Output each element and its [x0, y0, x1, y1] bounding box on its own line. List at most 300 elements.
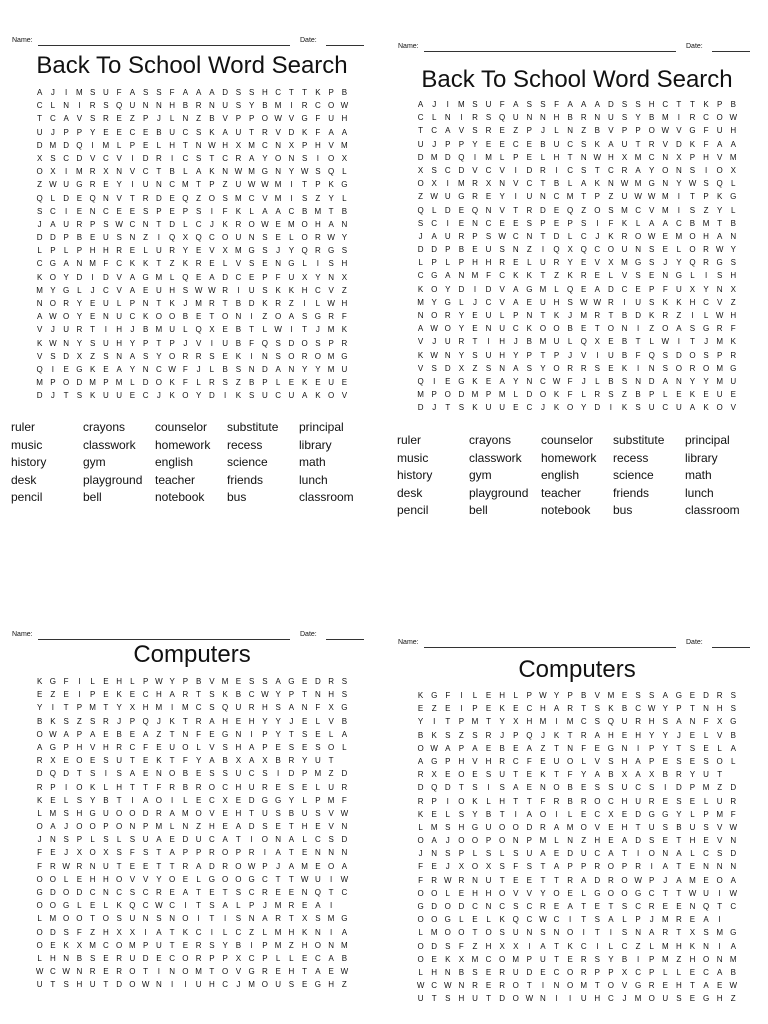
grid-letter: O: [182, 391, 189, 401]
grid-letter: E: [129, 391, 136, 401]
grid-letter: I: [290, 180, 293, 190]
grid-letter: E: [526, 297, 533, 307]
grid-letter: E: [222, 351, 228, 361]
word-list-item: homework: [155, 437, 211, 452]
grid-letter: D: [49, 233, 56, 243]
grid-letter: O: [155, 795, 162, 805]
grid-letter: A: [621, 836, 628, 846]
grid-letter: S: [209, 940, 215, 950]
grid-letter: T: [209, 312, 215, 322]
grid-letter: Z: [169, 259, 175, 269]
grid-letter: H: [314, 219, 321, 229]
grid-letter: L: [37, 914, 42, 924]
grid-letter: E: [129, 246, 136, 256]
grid-letter: I: [528, 941, 531, 951]
grid-letter: I: [636, 849, 640, 859]
grid-letter: L: [342, 742, 347, 752]
grid-letter: O: [567, 756, 574, 766]
grid-row: [414, 151, 740, 164]
grid-letter: Z: [513, 126, 519, 136]
grid-letter: S: [36, 206, 43, 216]
grid-letter: H: [499, 350, 506, 360]
grid-letter: S: [116, 233, 122, 243]
grid-letter: Q: [458, 152, 465, 162]
grid-letter: S: [262, 285, 268, 295]
grid-letter: L: [262, 927, 268, 937]
grid-letter: K: [621, 218, 628, 228]
grid-letter: O: [444, 902, 451, 911]
grid-letter: B: [662, 770, 668, 780]
grid-letter: S: [594, 915, 600, 925]
word-list-item: math: [685, 468, 712, 483]
grid-letter: S: [513, 902, 519, 911]
grid-letter: D: [142, 153, 149, 163]
grid-letter: Y: [182, 246, 189, 256]
grid-letter: K: [417, 284, 424, 294]
grid-letter: P: [635, 126, 641, 136]
grid-letter: E: [458, 888, 465, 898]
grid-letter: R: [248, 848, 255, 858]
grid-letter: W: [647, 704, 656, 714]
grid-letter: R: [155, 888, 162, 897]
grid-letter: F: [315, 114, 321, 124]
grid-letter: U: [553, 756, 560, 766]
grid-letter: T: [328, 756, 334, 766]
grid-row: [33, 833, 351, 846]
grid-row: [414, 702, 740, 715]
grid-letter: P: [431, 390, 437, 400]
grid-letter: X: [301, 272, 308, 282]
grid-letter: N: [142, 364, 149, 374]
grid-letter: U: [261, 808, 268, 818]
date-blank: [326, 639, 364, 640]
grid-letter: X: [621, 152, 628, 162]
grid-letter: O: [182, 953, 189, 963]
grid-letter: Q: [182, 272, 189, 282]
grid-letter: M: [580, 981, 588, 991]
grid-letter: Q: [328, 167, 335, 177]
grid-letter: E: [513, 218, 519, 228]
grid-letter: M: [36, 378, 43, 388]
word-list-item: bus: [227, 490, 247, 505]
grid-row: [33, 218, 351, 231]
grid-letter: J: [445, 862, 450, 872]
grid-letter: S: [262, 233, 268, 243]
grid-letter: N: [142, 219, 149, 229]
grid-letter: E: [689, 915, 696, 925]
grid-letter: S: [301, 312, 308, 322]
grid-letter: O: [182, 742, 189, 752]
grid-letter: S: [662, 363, 668, 373]
grid-letter: O: [431, 915, 438, 925]
grid-letter: N: [512, 836, 519, 846]
grid-letter: M: [341, 140, 348, 150]
word-list-item: bell: [83, 490, 102, 505]
grid-letter: I: [555, 809, 558, 819]
grid-letter: I: [316, 259, 319, 269]
grid-letter: M: [155, 703, 163, 713]
grid-letter: T: [581, 915, 587, 925]
grid-letter: K: [36, 795, 43, 805]
grid-letter: O: [169, 874, 176, 884]
grid-letter: T: [222, 888, 228, 897]
grid-letter: S: [472, 783, 478, 793]
grid-letter: X: [621, 967, 628, 977]
grid-letter: A: [730, 743, 736, 753]
grid-letter: H: [730, 311, 737, 320]
grid-letter: N: [662, 179, 669, 189]
grid-letter: E: [608, 337, 614, 347]
grid-letter: K: [472, 403, 478, 413]
grid-letter: S: [275, 338, 281, 348]
grid-letter: D: [635, 311, 641, 320]
grid-letter: I: [677, 337, 680, 347]
grid-letter: G: [730, 717, 737, 727]
grid-row: [33, 952, 351, 965]
grid-letter: R: [76, 325, 83, 335]
grid-letter: E: [103, 677, 109, 686]
grid-letter: B: [567, 783, 573, 793]
grid-letter: K: [540, 770, 546, 780]
grid-letter: U: [444, 337, 451, 347]
grid-letter: Y: [689, 376, 696, 386]
grid-letter: N: [288, 153, 295, 163]
grid-row: [414, 795, 740, 808]
grid-letter: S: [275, 808, 281, 818]
grid-letter: C: [608, 165, 614, 175]
grid-letter: O: [716, 875, 723, 885]
grid-letter: R: [526, 205, 533, 215]
grid-letter: G: [431, 271, 438, 281]
grid-letter: M: [471, 717, 479, 727]
grid-letter: R: [662, 311, 669, 320]
grid-letter: F: [608, 218, 614, 228]
grid-letter: P: [262, 742, 268, 752]
grid-letter: I: [636, 324, 640, 334]
grid-letter: D: [730, 783, 737, 793]
grid-letter: T: [513, 796, 519, 806]
grid-letter: V: [513, 179, 519, 189]
grid-letter: S: [649, 258, 655, 268]
word-list-item: desk: [397, 485, 423, 500]
grid-letter: R: [261, 967, 268, 977]
grid-letter: K: [472, 796, 478, 806]
grid-letter: Z: [458, 730, 464, 740]
grid-letter: O: [471, 836, 479, 846]
grid-letter: Y: [275, 690, 281, 700]
grid-letter: P: [567, 862, 573, 872]
grid-letter: A: [431, 836, 437, 846]
grid-letter: E: [621, 691, 628, 700]
grid-letter: B: [116, 729, 122, 739]
grid-letter: U: [580, 849, 587, 859]
grid-letter: E: [50, 940, 56, 950]
grid-letter: P: [262, 272, 268, 282]
grid-letter: O: [580, 822, 587, 832]
grid-letter: N: [89, 861, 96, 871]
grid-letter: D: [608, 284, 614, 294]
name-date-line: [10, 36, 374, 48]
grid-letter: D: [36, 391, 43, 401]
grid-letter: A: [594, 770, 600, 780]
grid-letter: V: [458, 126, 465, 136]
grid-row: [414, 204, 740, 217]
grid-letter: Q: [716, 179, 723, 189]
grid-letter: J: [196, 364, 201, 374]
grid-letter: V: [594, 691, 600, 700]
grid-letter: H: [142, 703, 149, 713]
grid-letter: L: [554, 126, 559, 136]
grid-letter: A: [209, 716, 215, 726]
grid-letter: Y: [341, 233, 348, 243]
grid-letter: L: [196, 742, 201, 752]
grid-letter: U: [89, 980, 96, 990]
grid-row: [414, 230, 740, 243]
grid-letter: D: [499, 994, 506, 1004]
grid-letter: D: [675, 350, 682, 360]
grid-letter: I: [303, 299, 306, 308]
grid-letter: R: [580, 271, 587, 281]
grid-row: [414, 164, 740, 177]
word-list-item: ruler: [11, 420, 36, 434]
grid-row: [414, 966, 740, 979]
grid-letter: L: [676, 967, 682, 977]
grid-letter: A: [275, 677, 281, 686]
grid-letter: N: [341, 219, 348, 229]
grid-letter: S: [649, 245, 655, 255]
worksheet-title: Back To School Word Search: [421, 66, 733, 93]
grid-letter: Y: [445, 284, 451, 294]
grid-letter: E: [513, 743, 519, 753]
grid-letter: U: [526, 192, 533, 202]
grid-letter: S: [621, 928, 628, 938]
grid-letter: R: [36, 756, 43, 766]
grid-letter: S: [222, 193, 228, 203]
grid-letter: A: [676, 849, 682, 859]
grid-letter: M: [634, 994, 642, 1004]
grid-letter: T: [249, 127, 255, 137]
grid-letter: X: [50, 756, 56, 766]
grid-letter: U: [540, 297, 546, 307]
grid-letter: W: [340, 874, 349, 884]
grid-letter: A: [730, 875, 736, 885]
grid-letter: T: [581, 902, 587, 911]
grid-row: [33, 939, 351, 952]
grid-letter: N: [314, 848, 321, 858]
grid-letter: A: [169, 848, 175, 858]
grid-letter: L: [342, 193, 347, 203]
grid-letter: X: [222, 795, 228, 805]
grid-letter: E: [301, 716, 308, 726]
grid-letter: Y: [156, 874, 162, 884]
grid-letter: V: [621, 981, 628, 991]
grid-letter: A: [526, 809, 533, 819]
grid-letter: F: [275, 272, 281, 282]
grid-letter: M: [485, 152, 492, 162]
grid-letter: G: [607, 743, 615, 753]
grid-letter: R: [553, 796, 560, 806]
grid-letter: H: [341, 259, 348, 269]
grid-letter: Q: [607, 717, 615, 727]
grid-letter: O: [553, 783, 560, 793]
grid-letter: K: [526, 324, 533, 334]
grid-letter: U: [235, 769, 242, 779]
grid-letter: Z: [129, 114, 135, 124]
grid-letter: P: [649, 390, 655, 400]
grid-letter: C: [129, 312, 136, 322]
grid-letter: E: [662, 231, 668, 241]
grid-letter: B: [341, 716, 348, 726]
grid-letter: P: [89, 219, 96, 229]
grid-letter: W: [261, 690, 269, 700]
grid-letter: J: [209, 219, 214, 229]
grid-letter: A: [116, 364, 122, 374]
grid-letter: A: [36, 312, 43, 322]
grid-letter: N: [567, 743, 574, 753]
grid-letter: D: [567, 849, 574, 859]
grid-letter: D: [675, 783, 682, 793]
grid-letter: E: [301, 677, 308, 686]
grid-letter: D: [63, 140, 70, 150]
grid-letter: Q: [169, 233, 176, 243]
grid-letter: R: [648, 796, 655, 806]
grid-letter: U: [485, 403, 492, 413]
grid-letter: E: [553, 205, 560, 215]
grid-letter: N: [458, 981, 465, 991]
grid-letter: P: [301, 769, 308, 779]
grid-letter: E: [485, 743, 492, 753]
grid-letter: I: [636, 954, 640, 964]
grid-letter: U: [155, 940, 162, 950]
grid-letter: D: [417, 245, 424, 255]
grid-letter: Y: [458, 311, 465, 320]
grid-letter: U: [102, 88, 109, 97]
grid-letter: U: [248, 782, 255, 792]
grid-letter: M: [235, 193, 242, 203]
grid-letter: W: [444, 875, 452, 885]
grid-letter: U: [102, 338, 109, 348]
grid-letter: V: [594, 756, 600, 766]
grid-letter: C: [222, 153, 229, 163]
grid-letter: E: [195, 769, 202, 779]
grid-letter: A: [513, 363, 519, 373]
grid-letter: N: [730, 862, 737, 872]
grid-letter: B: [730, 100, 736, 109]
grid-letter: K: [142, 312, 149, 322]
grid-letter: C: [116, 259, 123, 269]
grid-letter: G: [49, 677, 56, 686]
grid-letter: L: [418, 822, 423, 832]
grid-letter: L: [169, 114, 175, 124]
grid-letter: M: [76, 167, 83, 177]
grid-row: [414, 283, 740, 296]
grid-letter: Y: [195, 756, 202, 766]
grid-letter: D: [288, 127, 295, 137]
grid-letter: A: [608, 849, 614, 859]
grid-letter: I: [65, 206, 68, 216]
grid-row: [414, 362, 740, 375]
grid-letter: E: [513, 258, 519, 268]
grid-letter: H: [301, 822, 308, 832]
grid-letter: S: [581, 165, 587, 175]
grid-letter: I: [91, 140, 94, 150]
grid-letter: S: [458, 403, 465, 413]
grid-letter: H: [235, 808, 242, 818]
grid-letter: L: [63, 246, 69, 256]
grid-letter: R: [472, 981, 478, 991]
grid-letter: H: [703, 152, 709, 162]
grid-letter: M: [498, 390, 506, 400]
grid-letter: M: [661, 954, 669, 964]
grid-letter: N: [526, 231, 533, 241]
grid-letter: W: [729, 113, 738, 123]
grid-letter: P: [472, 231, 478, 241]
word-list-item: recess: [613, 450, 649, 465]
grid-letter: Z: [156, 729, 162, 739]
grid-letter: C: [182, 153, 189, 163]
grid-letter: R: [580, 730, 587, 740]
grid-letter: C: [526, 915, 533, 925]
grid-letter: E: [526, 139, 533, 149]
grid-letter: E: [195, 312, 202, 322]
grid-letter: K: [662, 297, 668, 307]
grid-letter: U: [129, 101, 136, 111]
grid-letter: T: [690, 192, 695, 202]
grid-letter: P: [485, 390, 492, 400]
grid-letter: N: [328, 848, 335, 858]
grid-letter: E: [472, 245, 478, 255]
grid-letter: Y: [703, 284, 709, 294]
grid-letter: O: [458, 796, 465, 806]
grid-letter: R: [288, 901, 295, 911]
grid-letter: S: [301, 193, 308, 203]
grid-letter: V: [499, 205, 505, 215]
grid-letter: K: [301, 127, 308, 137]
grid-letter: W: [155, 901, 163, 911]
grid-letter: G: [248, 874, 255, 884]
grid-letter: W: [593, 297, 602, 307]
grid-letter: B: [182, 312, 189, 322]
grid-letter: S: [142, 848, 149, 858]
grid-letter: H: [116, 325, 123, 335]
grid-letter: H: [169, 101, 176, 111]
grid-letter: H: [116, 338, 123, 348]
grid-letter: K: [445, 954, 451, 964]
grid-letter: N: [155, 769, 162, 779]
grid-letter: D: [182, 835, 189, 845]
grid-letter: K: [142, 259, 149, 269]
grid-letter: L: [690, 849, 695, 859]
grid-letter: M: [661, 192, 669, 202]
grid-letter: I: [677, 192, 680, 202]
grid-letter: N: [485, 902, 492, 911]
grid-row: [414, 992, 740, 1005]
grid-letter: S: [182, 285, 189, 295]
grid-letter: J: [513, 337, 518, 347]
grid-letter: I: [171, 153, 174, 163]
grid-letter: B: [262, 101, 268, 111]
grid-letter: O: [248, 219, 255, 229]
grid-letter: H: [608, 730, 614, 740]
grid-letter: L: [262, 325, 268, 335]
grid-letter: X: [431, 770, 437, 780]
grid-letter: D: [116, 980, 123, 990]
grid-letter: H: [431, 967, 438, 977]
grid-letter: Z: [717, 783, 723, 793]
worksheet-1: [0, 36, 384, 516]
grid-letter: C: [567, 165, 574, 175]
grid-letter: W: [688, 179, 697, 189]
